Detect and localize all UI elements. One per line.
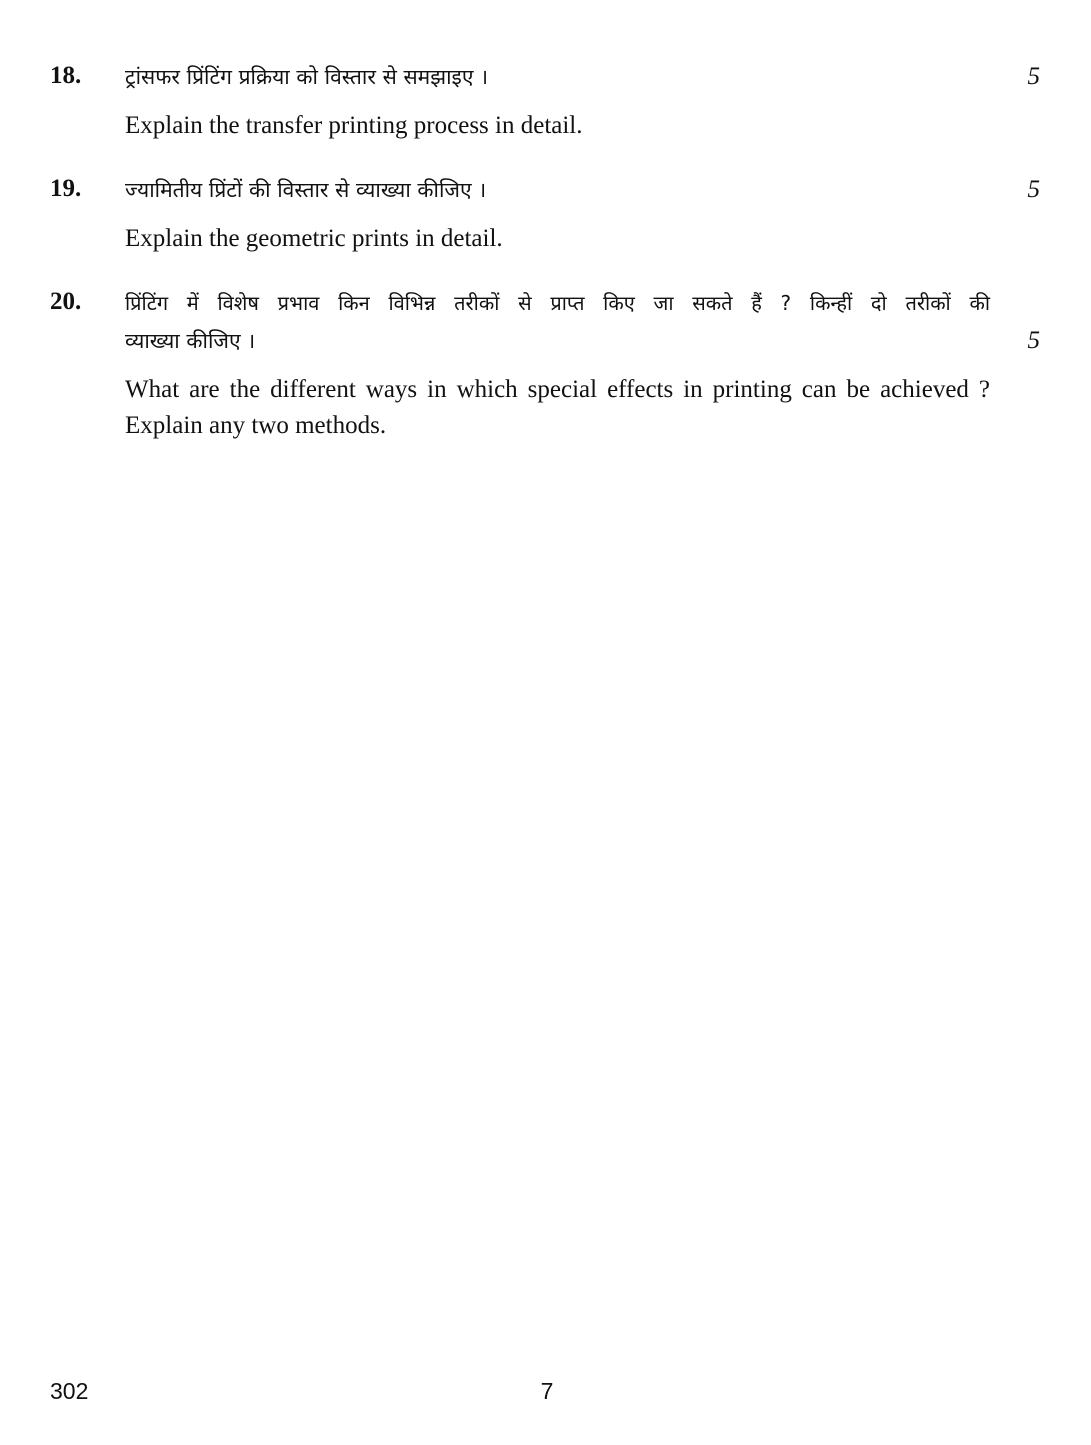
question-body: [125, 58, 990, 144]
question-text-hindi: ज्यामितीय प्रिंटों की विस्तार से व्याख्या कीजिए ।: [125, 178, 487, 202]
question-number: 19.: [50, 175, 82, 202]
question-marks: 5: [1027, 327, 1040, 354]
question-text-hindi: ट्रांसफर प्रिंटिंग प्रक्रिया को विस्तार से समझाइए ।: [125, 65, 489, 89]
question-number: 20.: [50, 288, 82, 315]
question-marks: 5: [1027, 176, 1040, 203]
question-number: 18.: [50, 62, 82, 89]
question-text-english: Explain the transfer printing process in detail.: [125, 112, 583, 139]
question-text-english: Explain the geometric prints in detail.: [125, 225, 503, 252]
question-text-hindi-line-2: व्याख्या कीजिए ।: [125, 329, 256, 353]
question-marks: 5: [1027, 63, 1040, 90]
question-body: [125, 171, 990, 257]
question-body: [125, 284, 990, 444]
page-number: 7: [540, 1378, 554, 1404]
paper-code: 302: [50, 1378, 89, 1404]
question-text-english: What are the different ways in which special effects in printing can be achieved ? Explain any two methods.: [125, 376, 990, 439]
question-text-hindi-line-1: प्रिंटिंग में विशेष प्रभाव किन विभिन्न तरीकों से प्राप्त किए जा सकते हैं ? किन्हीं दो तरीकों की: [125, 291, 990, 315]
